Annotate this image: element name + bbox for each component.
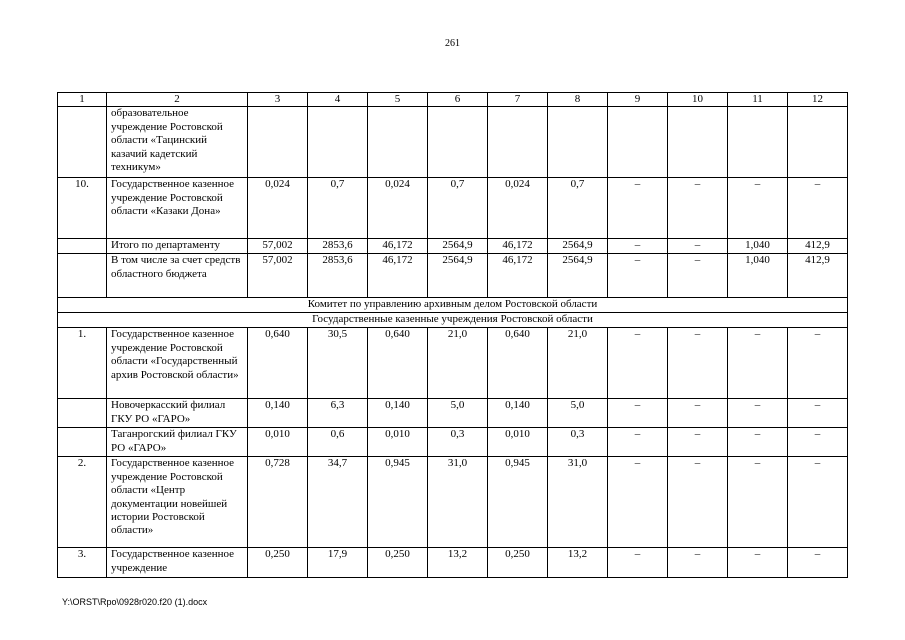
value-cell: 0,7 (428, 178, 488, 239)
value-cell: 57,002 (248, 254, 308, 298)
value-cell: 0,7 (548, 178, 608, 239)
value-cell: – (728, 548, 788, 578)
value-cell (668, 107, 728, 178)
row-number (58, 399, 107, 428)
value-cell: 0,728 (248, 457, 308, 548)
value-cell: – (668, 178, 728, 239)
value-cell: 0,945 (488, 457, 548, 548)
column-number: 5 (368, 93, 428, 107)
value-cell: – (728, 457, 788, 548)
value-cell (728, 107, 788, 178)
value-cell: 34,7 (308, 457, 368, 548)
value-cell: 0,010 (488, 428, 548, 457)
value-cell: 0,3 (548, 428, 608, 457)
value-cell: 0,010 (368, 428, 428, 457)
value-cell: 46,172 (368, 254, 428, 298)
value-cell: 0,250 (488, 548, 548, 578)
row-number (58, 254, 107, 298)
value-cell (608, 107, 668, 178)
table-body (58, 93, 848, 578)
column-number: 1 (58, 93, 107, 107)
value-cell: – (608, 457, 668, 548)
column-number: 11 (728, 93, 788, 107)
value-cell: – (668, 548, 728, 578)
institution-name: Итого по департаменту (107, 239, 248, 254)
column-number: 8 (548, 93, 608, 107)
column-number: 6 (428, 93, 488, 107)
value-cell: 17,9 (308, 548, 368, 578)
value-cell: 5,0 (548, 399, 608, 428)
table-row (58, 328, 848, 399)
value-cell (308, 107, 368, 178)
value-cell: – (668, 328, 728, 399)
value-cell: 2564,9 (428, 239, 488, 254)
value-cell: 0,7 (308, 178, 368, 239)
value-cell: 0,140 (368, 399, 428, 428)
value-cell: – (788, 548, 848, 578)
row-number (58, 107, 107, 178)
page-number: 261 (445, 38, 460, 49)
section-heading-row (58, 313, 848, 328)
value-cell: 5,0 (428, 399, 488, 428)
value-cell: 0,640 (248, 328, 308, 399)
value-cell: – (728, 399, 788, 428)
value-cell: 0,945 (368, 457, 428, 548)
value-cell (548, 107, 608, 178)
value-cell: 0,140 (248, 399, 308, 428)
value-cell: 0,640 (368, 328, 428, 399)
value-cell: 0,250 (248, 548, 308, 578)
section-heading-row (58, 298, 848, 313)
row-number: 2. (58, 457, 107, 548)
value-cell: – (668, 254, 728, 298)
value-cell: 2564,9 (548, 254, 608, 298)
value-cell: 57,002 (248, 239, 308, 254)
table-row (58, 107, 848, 178)
value-cell: 46,172 (488, 254, 548, 298)
value-cell: – (788, 428, 848, 457)
column-number: 4 (308, 93, 368, 107)
value-cell: – (608, 428, 668, 457)
table-row (58, 254, 848, 298)
value-cell: 0,024 (488, 178, 548, 239)
value-cell (428, 107, 488, 178)
value-cell: 0,024 (368, 178, 428, 239)
column-number: 7 (488, 93, 548, 107)
institution-name: образовательное учреждение Ростовской области «Тацинский казачий кадетский техникум» (107, 107, 248, 178)
table-row (58, 239, 848, 254)
value-cell: 30,5 (308, 328, 368, 399)
institution-name: Государственное казенное учреждение (107, 548, 248, 578)
value-cell: 21,0 (428, 328, 488, 399)
row-number (58, 428, 107, 457)
value-cell: 412,9 (788, 239, 848, 254)
institution-name: В том числе за счет средств областного бюджета (107, 254, 248, 298)
value-cell: – (608, 548, 668, 578)
value-cell: – (728, 178, 788, 239)
value-cell: 0,640 (488, 328, 548, 399)
column-number: 3 (248, 93, 308, 107)
column-number: 9 (608, 93, 668, 107)
value-cell: 21,0 (548, 328, 608, 399)
value-cell: 1,040 (728, 254, 788, 298)
row-number (58, 239, 107, 254)
institution-name: Государственное казенное учреждение Ростовской области «Центр документации новейшей истории Ростовской области» (107, 457, 248, 548)
value-cell: – (668, 428, 728, 457)
value-cell: – (668, 239, 728, 254)
value-cell: 0,140 (488, 399, 548, 428)
value-cell: – (608, 399, 668, 428)
table-row (58, 428, 848, 457)
value-cell: 31,0 (548, 457, 608, 548)
value-cell: 412,9 (788, 254, 848, 298)
value-cell: 2564,9 (548, 239, 608, 254)
value-cell: 13,2 (428, 548, 488, 578)
institution-name: Государственное казенное учреждение Ростовской области «Государственный архив Ростовской области» (107, 328, 248, 399)
row-number: 3. (58, 548, 107, 578)
column-number: 2 (107, 93, 248, 107)
value-cell (368, 107, 428, 178)
value-cell: 31,0 (428, 457, 488, 548)
table-row (58, 399, 848, 428)
row-number: 10. (58, 178, 107, 239)
value-cell (788, 107, 848, 178)
value-cell: 0,6 (308, 428, 368, 457)
value-cell: 46,172 (488, 239, 548, 254)
value-cell: 0,010 (248, 428, 308, 457)
table-row (58, 178, 848, 239)
section-heading: Государственные казенные учреждения Ростовской области (58, 313, 848, 328)
value-cell: 1,040 (728, 239, 788, 254)
column-number: 10 (668, 93, 728, 107)
institution-name: Таганрогский филиал ГКУ РО «ГАРО» (107, 428, 248, 457)
value-cell: 0,250 (368, 548, 428, 578)
value-cell (488, 107, 548, 178)
value-cell: – (608, 178, 668, 239)
value-cell: – (788, 178, 848, 239)
value-cell: – (668, 399, 728, 428)
section-heading: Комитет по управлению архивным делом Ростовской области (58, 298, 848, 313)
institution-name: Новочеркасский филиал ГКУ РО «ГАРО» (107, 399, 248, 428)
value-cell: – (668, 457, 728, 548)
table-row (58, 548, 848, 578)
value-cell: 2564,9 (428, 254, 488, 298)
data-table (57, 92, 848, 578)
value-cell: 6,3 (308, 399, 368, 428)
value-cell: 13,2 (548, 548, 608, 578)
value-cell: 46,172 (368, 239, 428, 254)
row-number: 1. (58, 328, 107, 399)
value-cell (248, 107, 308, 178)
column-number-row (58, 93, 848, 107)
column-number: 12 (788, 93, 848, 107)
footer-file-path: Y:\ORST\Rpo\0928r020.f20 (1).docx (62, 597, 208, 607)
table-row (58, 457, 848, 548)
value-cell: – (728, 328, 788, 399)
value-cell: 2853,6 (308, 254, 368, 298)
value-cell: 0,024 (248, 178, 308, 239)
value-cell: 0,3 (428, 428, 488, 457)
value-cell: – (728, 428, 788, 457)
value-cell: 2853,6 (308, 239, 368, 254)
value-cell: – (608, 328, 668, 399)
value-cell: – (788, 328, 848, 399)
value-cell: – (788, 399, 848, 428)
value-cell: – (788, 457, 848, 548)
value-cell: – (608, 239, 668, 254)
value-cell: – (608, 254, 668, 298)
institution-name: Государственное казенное учреждение Ростовской области «Казаки Дона» (107, 178, 248, 239)
